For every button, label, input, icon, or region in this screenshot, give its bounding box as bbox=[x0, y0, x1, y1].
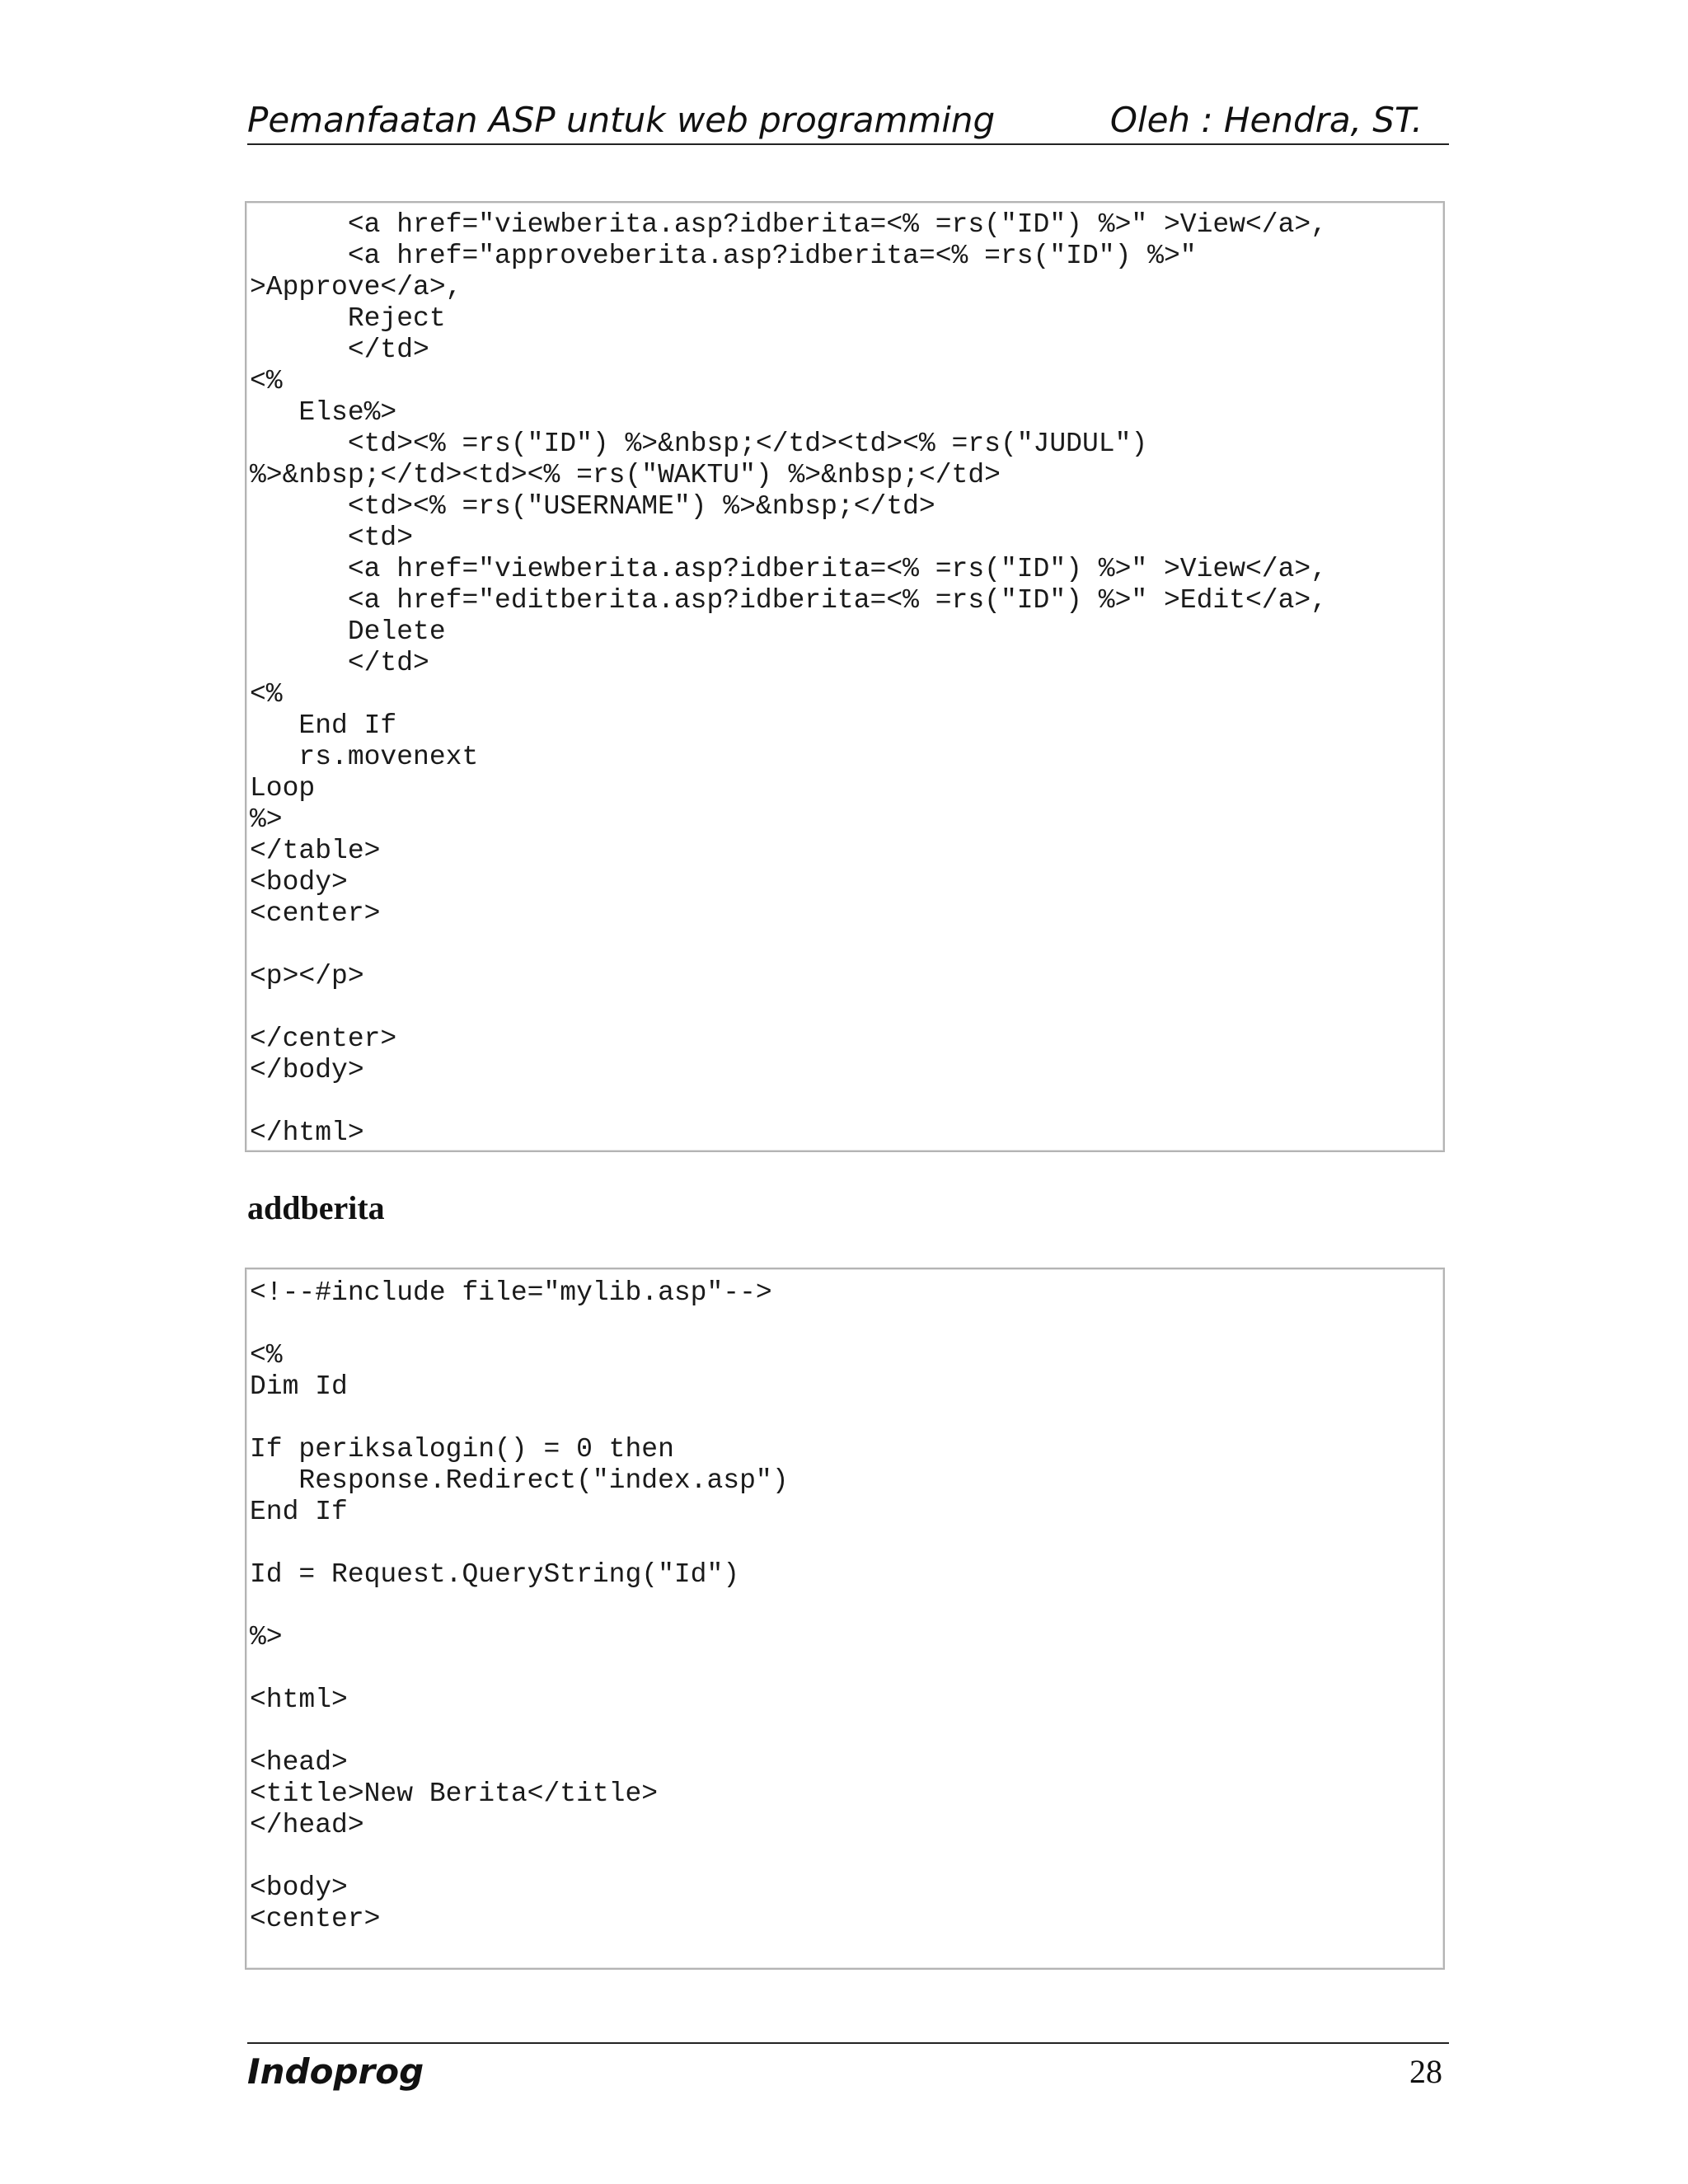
section-heading: addberita bbox=[247, 1189, 385, 1226]
code-line: <body> bbox=[250, 1872, 348, 1903]
code-line: %> bbox=[250, 804, 283, 835]
code-line: Else%> bbox=[250, 397, 397, 428]
code-line: </td> bbox=[250, 335, 429, 365]
document-author: Oleh : Hendra, ST. bbox=[1109, 100, 1423, 140]
code-line: <title>New Berita</title> bbox=[250, 1779, 659, 1809]
code-line: </table> bbox=[250, 836, 381, 866]
code-line: <html> bbox=[250, 1685, 348, 1715]
code-line bbox=[250, 1309, 789, 1340]
code-line: <% bbox=[250, 1340, 283, 1371]
code-lines bbox=[250, 1277, 789, 1935]
code-line: Dim Id bbox=[250, 1371, 348, 1402]
code-line: <p></p> bbox=[250, 961, 364, 991]
code-line: <td><% =rs("ID") %>&nbsp;</td><td><% =rs("JUDUL") bbox=[250, 429, 1148, 459]
code-block-addberita bbox=[245, 1268, 1445, 1970]
code-line: <a href="viewberita.asp?idberita=<% =rs("ID") %>" >View</a>, bbox=[250, 209, 1328, 240]
code-line: </head> bbox=[250, 1810, 364, 1840]
code-line bbox=[250, 992, 1327, 1024]
page-header bbox=[247, 97, 1449, 145]
code-line: End If bbox=[250, 1497, 348, 1527]
code-line: Delete bbox=[250, 616, 446, 647]
code-line: Reject bbox=[250, 303, 446, 334]
code-line: </html> bbox=[250, 1118, 364, 1148]
code-line: If periksalogin() = 0 then bbox=[250, 1434, 674, 1465]
code-line: <head> bbox=[250, 1747, 348, 1778]
code-line: <body> bbox=[250, 867, 348, 898]
code-line: >Approve</a>, bbox=[250, 272, 462, 302]
code-line: </td> bbox=[250, 648, 429, 678]
code-line: <td><% =rs("USERNAME") %>&nbsp;</td> bbox=[250, 491, 935, 522]
code-line bbox=[250, 1403, 789, 1434]
code-lines bbox=[250, 209, 1327, 1149]
code-line: Response.Redirect("index.asp") bbox=[250, 1465, 789, 1496]
code-line: Id = Request.QueryString("Id") bbox=[250, 1559, 740, 1590]
code-line: <!--#include file="mylib.asp"--> bbox=[250, 1277, 772, 1308]
code-line: <% bbox=[250, 366, 283, 396]
code-line: <a href="approveberita.asp?idberita=<% =rs("ID") %>" bbox=[250, 241, 1197, 271]
code-line bbox=[250, 1591, 789, 1622]
code-line: <center> bbox=[250, 1904, 381, 1934]
code-line: End If bbox=[250, 710, 397, 741]
code-line: <a href="viewberita.asp?idberita=<% =rs("ID") %>" >View</a>, bbox=[250, 554, 1328, 584]
code-line: </body> bbox=[250, 1055, 364, 1085]
document-title: Pemanfaatan ASP untuk web programming bbox=[247, 100, 996, 140]
code-line bbox=[250, 1716, 789, 1747]
code-line bbox=[250, 1086, 1327, 1118]
page-footer bbox=[247, 2042, 1449, 2102]
code-line bbox=[250, 1841, 789, 1872]
code-block-view-berita bbox=[245, 201, 1445, 1152]
code-line: <a href="editberita.asp?idberita=<% =rs("ID") %>" >Edit</a>, bbox=[250, 585, 1328, 616]
code-line: <td> bbox=[250, 523, 414, 553]
code-line: %> bbox=[250, 1622, 283, 1652]
code-line: %>&nbsp;</td><td><% =rs("WAKTU") %>&nbsp;</td> bbox=[250, 460, 1001, 490]
code-line bbox=[250, 930, 1327, 961]
code-line: </center> bbox=[250, 1024, 397, 1054]
code-line bbox=[250, 1528, 789, 1559]
page-number: 28 bbox=[1409, 2053, 1442, 2090]
code-line: <% bbox=[250, 679, 283, 710]
footer-brand: Indoprog bbox=[247, 2051, 424, 2092]
code-line bbox=[250, 1653, 789, 1685]
code-line: Loop bbox=[250, 773, 316, 804]
code-line: rs.movenext bbox=[250, 742, 479, 772]
code-line: <center> bbox=[250, 898, 381, 929]
